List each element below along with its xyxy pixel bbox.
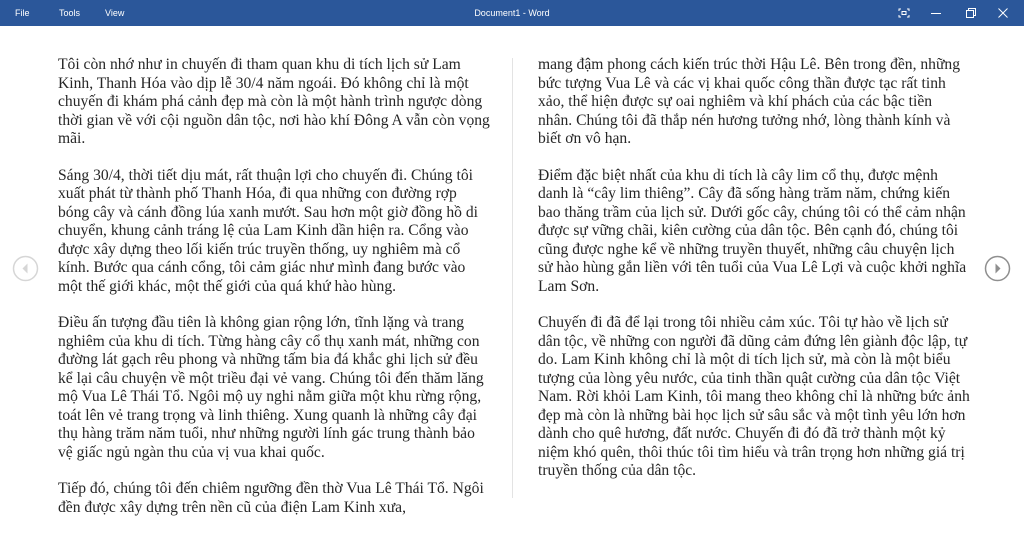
- paragraph: mang đậm phong cách kiến trúc thời Hậu Lê. Bên trong đền, những bức tượng Vua Lê và các vị khai quốc công thần được tạc rất tinh xảo, thể hiện được sự oai nghiêm và khí phách của các bậc tiền nhân. Chúng tôi đã thắp nén hương tưởng nhớ, lòng thành kính và biết ơn vô hạn.: [538, 56, 961, 147]
- title-bar: [0, 0, 1024, 26]
- restore-button[interactable]: [956, 0, 986, 26]
- close-icon: [998, 8, 1008, 18]
- restore-icon: [966, 8, 976, 18]
- minimize-button[interactable]: [921, 0, 951, 26]
- menu-view[interactable]: View: [105, 8, 125, 18]
- menu-tools[interactable]: Tools: [59, 8, 81, 18]
- previous-page-icon: [12, 255, 39, 287]
- previous-page-button[interactable]: [12, 257, 39, 284]
- window-title: Document1 - Word: [474, 8, 550, 18]
- next-page-button[interactable]: [984, 257, 1011, 284]
- paragraph: Tiếp đó, chúng tôi đến chiêm ngưỡng đền thờ Vua Lê Thái Tổ. Ngôi đền được xây dựng trên nền cũ của điện Lam Kinh xưa,: [58, 480, 484, 516]
- paragraph: Điều ấn tượng đầu tiên là không gian rộng lớn, tĩnh lặng và trang nghiêm của khu di tích. Từng hàng cây cổ thụ xanh mát, những con đường lát gạch rêu phong và những tấm bia đá khắc ghi lịch sử đều kể lại câu chuyện về một triều đại vẻ vang. Chúng tôi đến thăm lăng mộ Vua Lê Thái Tổ. Ngôi mộ uy nghi nằm giữa một khu rừng rộng, toát lên vẻ trang trọng và linh thiêng. Xung quanh là những cây đại thụ hàng trăm năm tuổi, như những người lính gác trung thành bảo vệ giấc ngủ ngàn thu của vị vua khai quốc.: [58, 314, 484, 461]
- focus-mode-button[interactable]: [889, 0, 919, 26]
- right-column[interactable]: [538, 56, 970, 499]
- paragraph: Chuyến đi đã để lại trong tôi nhiều cảm xúc. Tôi tự hào về lịch sử dân tộc, về những con người đã dũng cảm đứng lên giành độc lập, tự do. Lam Kinh không chỉ là một di tích lịch sử, mà còn là một biểu tượng của lòng yêu nước, của tinh thần quật cường của dân tộc Việt Nam. Rời khỏi Lam Kinh, tôi mang theo không chỉ là những bức ảnh đẹp mà còn là những bài học lịch sử sâu sắc và một tình yêu lớn hơn dành cho quê hương, đất nước. Chuyến đi đó đã trở thành một kỷ niệm khó quên, thôi thúc tôi tìm hiểu và trân trọng hơn những giá trị truyền thống của dân tộc.: [538, 314, 970, 479]
- paragraph: Sáng 30/4, thời tiết dịu mát, rất thuận lợi cho chuyến đi. Chúng tôi xuất phát từ thành phố Thanh Hóa, đi qua những con đường rợp bóng cây và cánh đồng lúa xanh mướt. Sau hơn một giờ đồng hồ di chuyển, khung cảnh tráng lệ của Lam Kinh dần hiện ra. Cổng vào được xây dựng theo lối kiến trúc truyền thống, uy nghiêm mà cổ kính. Bước qua cánh cổng, tôi cảm giác như mình đang bước vào một thế giới khác, một thế giới của quá khứ hào hùng.: [58, 166, 478, 295]
- minimize-icon: [931, 8, 941, 18]
- close-button[interactable]: [988, 0, 1018, 26]
- left-column[interactable]: [58, 56, 490, 535]
- menu-file[interactable]: File: [15, 8, 30, 18]
- paragraph: Điểm đặc biệt nhất của khu di tích là cây lim cổ thụ, được mệnh danh là “cây lim thiêng”. Cây đã sống hàng trăm năm, chứng kiến bao thăng trầm của lịch sử. Dưới gốc cây, chúng tôi có thể cảm nhận được sự vững chãi, kiên cường của dân tộc. Bên cạnh đó, chúng tôi cũng được nghe kể về những truyền thuyết, những câu chuyện lịch sử hào hùng gắn liền với tên tuổi của Vua Lê Lợi và cuộc khởi nghĩa Lam Sơn.: [538, 166, 967, 295]
- paragraph: Tôi còn nhớ như in chuyến đi tham quan khu di tích lịch sử Lam Kinh, Thanh Hóa vào dịp lễ 30/4 năm ngoái. Đó không chỉ là một chuyến đi khám phá cảnh đẹp mà còn là một hành trình ngược dòng thời gian về với cội nguồn dân tộc, nơi hào khí Đông A vẫn còn vọng mãi.: [58, 56, 490, 147]
- column-divider: [512, 58, 513, 498]
- focus-icon: [898, 8, 910, 18]
- next-page-icon: [984, 255, 1011, 287]
- document-area[interactable]: [0, 26, 1024, 516]
